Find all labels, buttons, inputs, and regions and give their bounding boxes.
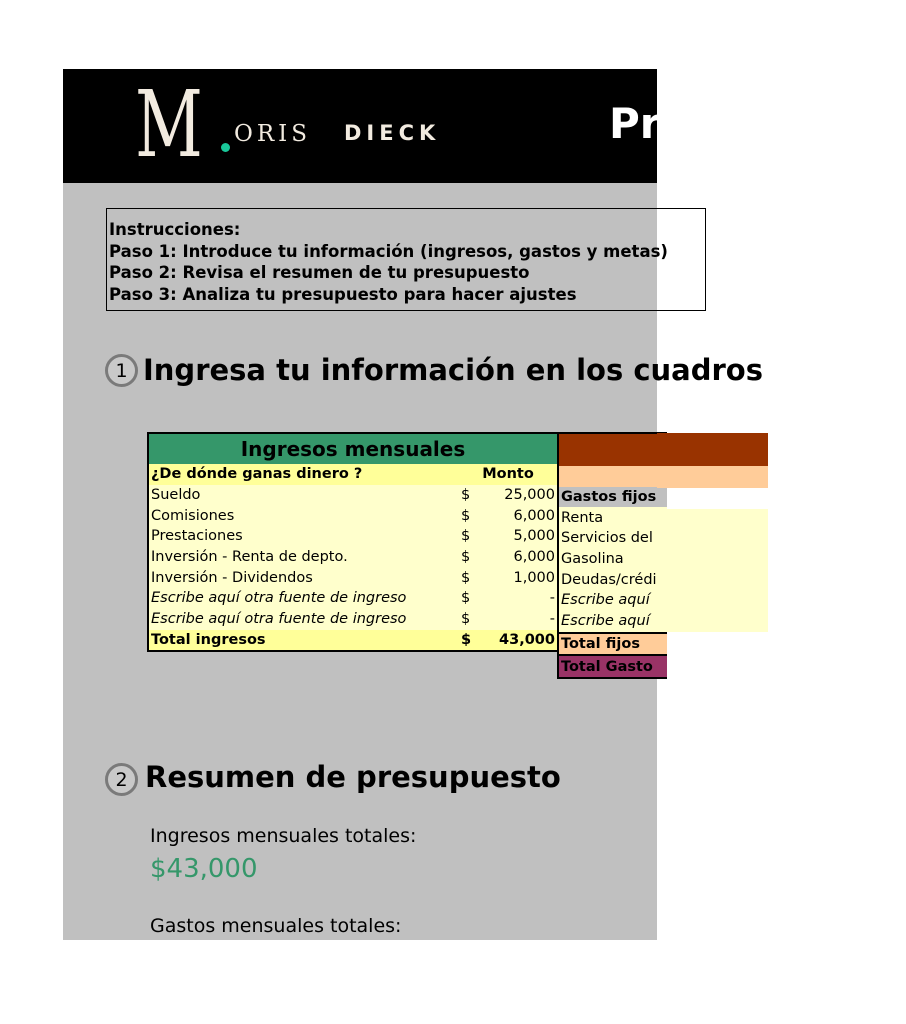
income-row-currency: $ [459,485,493,506]
income-row-label[interactable]: Escribe aquí otra fuente de ingreso [148,609,459,630]
income-row-currency: $ [459,505,493,526]
income-row-label[interactable]: Inversión - Renta de depto. [148,547,459,568]
income-row-currency: $ [459,526,493,547]
income-total-amount: 43,000 [493,630,558,652]
income-row-amount[interactable]: - [493,609,558,630]
expenses-fixed-label: Gastos fijos [558,487,667,508]
expenses-table [557,432,667,679]
income-row-label[interactable]: Inversión - Dividendos [148,567,459,588]
expense-row-label[interactable]: Renta [558,507,667,528]
income-row[interactable] [148,505,558,526]
logo-brand: DIECK [344,121,441,145]
income-table [147,432,559,652]
income-row-currency: $ [459,567,493,588]
instructions-step-2: Paso 2: Revisa el resumen de tu presupuesto [109,263,530,282]
summary-expense-label: Gastos mensuales totales: [150,915,402,937]
income-row[interactable] [148,567,558,588]
instructions-step-3: Paso 3: Analiza tu presupuesto para hacer ajustes [109,284,577,304]
income-row-label[interactable]: Comisiones [148,505,459,526]
instructions-heading: Instrucciones: [109,220,241,239]
spreadsheet-sheet [63,69,906,940]
logo-text: ORIS [234,121,312,147]
expense-row-label[interactable]: Gasolina [558,549,667,570]
income-row[interactable] [148,547,558,568]
income-total-currency: $ [459,630,493,652]
expenses-subheader [558,466,667,487]
income-total-label: Total ingresos [148,630,459,652]
expenses-total-all: Total Gasto [558,655,667,678]
income-row-currency: $ [459,609,493,630]
expense-row-label[interactable]: Servicios del [558,528,667,549]
income-row[interactable] [148,588,558,609]
expenses-table-header [558,433,667,466]
income-col-source: ¿De dónde ganas dinero ? [148,464,459,485]
expense-row-label[interactable]: Escribe aquí [558,611,667,633]
header-banner [63,69,906,183]
income-row-label[interactable]: Sueldo [148,485,459,506]
income-row-label[interactable]: Escribe aquí otra fuente de ingreso [148,588,459,609]
expenses-header-extension [657,433,768,466]
income-row-amount[interactable]: 25,000 [493,485,558,506]
income-row-currency: $ [459,588,493,609]
section-2-title: Resumen de presupuesto [145,760,561,794]
income-row[interactable] [148,609,558,630]
income-row-label[interactable]: Prestaciones [148,526,459,547]
expense-row-label[interactable]: Escribe aquí [558,590,667,611]
step-1-circle: 1 [105,354,138,387]
income-row-amount[interactable]: 6,000 [493,547,558,568]
income-row-currency: $ [459,547,493,568]
instructions-step-1: Paso 1: Introduce tu información (ingresos, gastos y metas) [109,241,668,261]
income-total-row [148,630,558,652]
section-1-title: Ingresa tu información en los cuadros [143,353,763,387]
income-row-amount[interactable]: 5,000 [493,526,558,547]
logo-initial: M [135,71,203,178]
summary-income-label: Ingresos mensuales totales: [150,825,417,847]
expenses-rows-extension [657,509,768,632]
income-table-title: Ingresos mensuales [148,433,558,464]
summary-income-value: $43,000 [150,854,258,884]
income-row[interactable] [148,526,558,547]
income-row[interactable] [148,485,558,506]
income-col-amount: Monto [459,464,558,485]
income-row-amount[interactable]: - [493,588,558,609]
expense-row-label[interactable]: Deudas/crédi [558,569,667,590]
expenses-total-fixed: Total fijos [558,633,667,656]
instructions-box [106,208,706,311]
expenses-subheader-extension [657,466,768,488]
step-2-circle: 2 [105,763,138,796]
page-title: Presupuesto [609,99,906,148]
income-row-amount[interactable]: 6,000 [493,505,558,526]
income-row-amount[interactable]: 1,000 [493,567,558,588]
logo-dot-icon [221,143,230,152]
